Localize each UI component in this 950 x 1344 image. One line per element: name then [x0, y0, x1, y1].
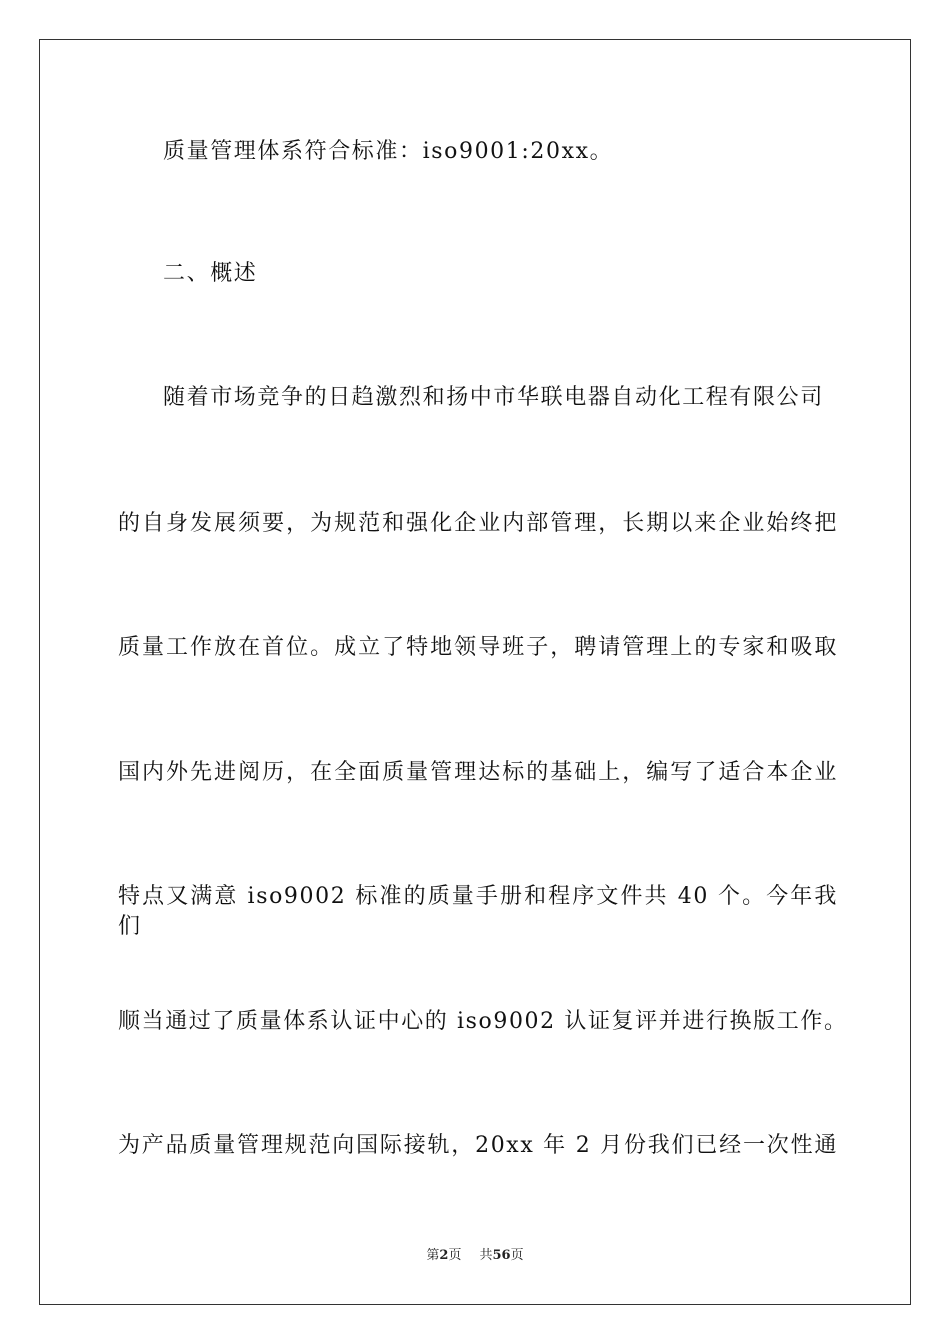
footer-total-pages: 56 [492, 1248, 511, 1263]
paragraph-line-6: 顺当通过了质量体系认证中心的 iso9002 认证复评并进行换版工作。 [118, 1009, 848, 1034]
footer-page-number: 2 [439, 1248, 449, 1263]
paragraph-line-7: 为产品质量管理规范向国际接轨，20xx 年 2 月份我们已经一次性通 [118, 1133, 838, 1158]
page-border [39, 39, 911, 1305]
footer-total-suffix: 页 [510, 1248, 524, 1263]
paragraph-line-3: 质量工作放在首位。成立了特地领导班子，聘请管理上的专家和吸取 [118, 635, 838, 660]
paragraph-line-4: 国内外先进阅历，在全面质量管理达标的基础上，编写了适合本企业 [118, 760, 838, 785]
section-heading: 二、概述 [163, 261, 258, 286]
footer-total-prefix: 共 [479, 1248, 493, 1263]
page-footer [0, 1247, 950, 1265]
paragraph-line-1: 随着市场竞争的日趋激烈和扬中市华联电器自动化工程有限公司 [163, 385, 824, 410]
paragraph-line-2: 的自身发展须要，为规范和强化企业内部管理，长期以来企业始终把 [118, 511, 838, 536]
footer-page-suffix: 页 [448, 1248, 462, 1263]
standard-line: 质量管理体系符合标准：iso9001:20xx。 [163, 139, 614, 164]
paragraph-line-5: 特点又满意 iso9002 标准的质量手册和程序文件共 40 个。今年我们 [118, 884, 838, 939]
footer-page-prefix: 第 [426, 1248, 440, 1263]
